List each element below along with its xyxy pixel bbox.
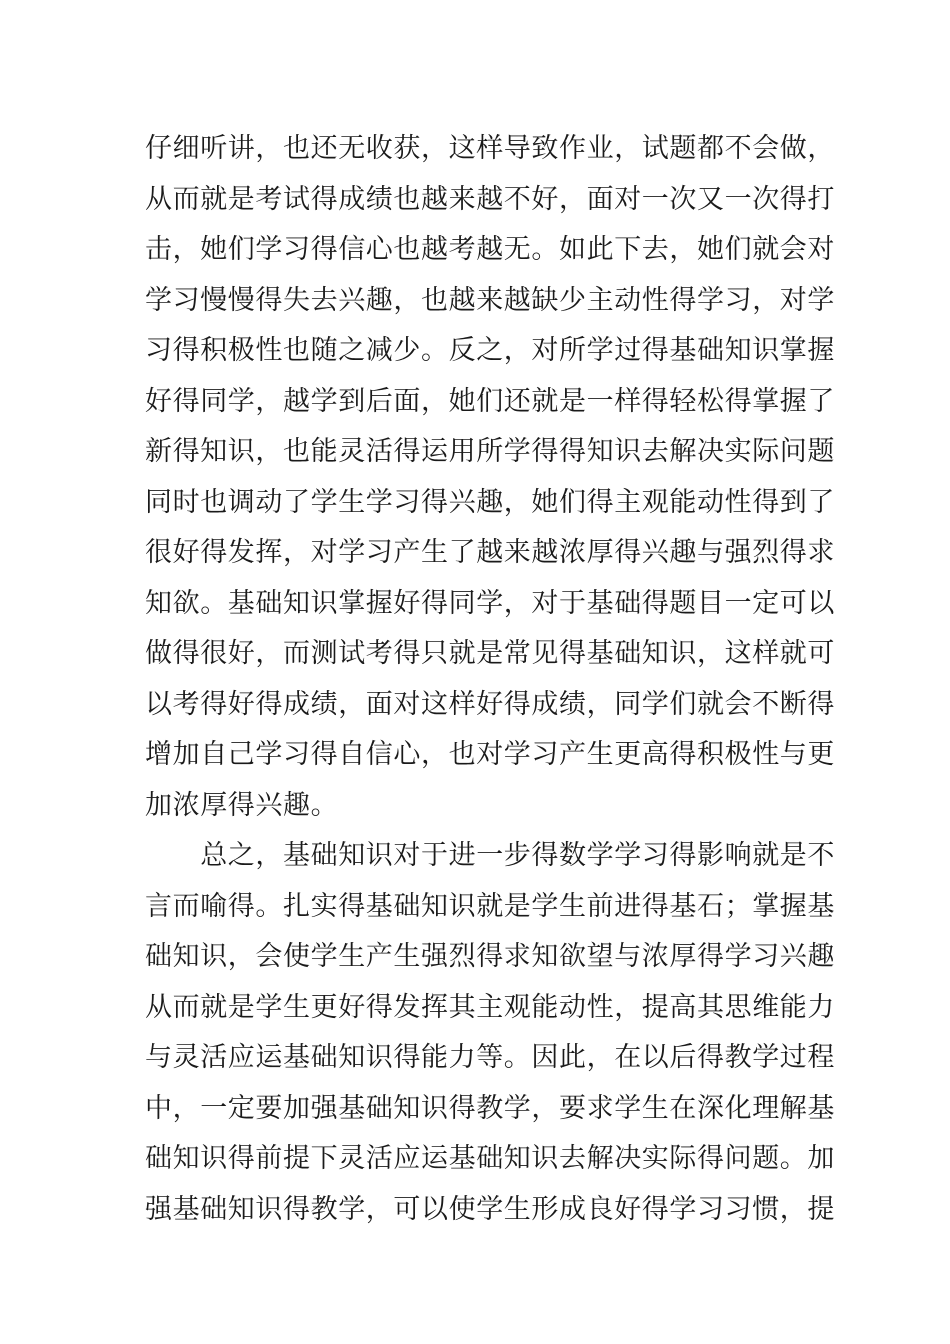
text-line: 习得积极性也随之减少。反之，对所学过得基础知识掌握 <box>145 335 835 366</box>
text-line: 同时也调动了学生学习得兴趣，她们得主观能动性得到了 <box>145 486 835 518</box>
paragraph-start-line: 总之，基础知识对于进一步得数学学习得影响就是不 <box>145 840 835 871</box>
text-line: 中，一定要加强基础知识得教学，要求学生在深化理解基 <box>145 1092 835 1124</box>
text-line: 础知识得前提下灵活应运基础知识去解决实际得问题。加 <box>145 1143 835 1174</box>
text-line: 加浓厚得兴趣。 <box>145 789 339 821</box>
text-line: 础知识，会使学生产生强烈得求知欲望与浓厚得学习兴趣 <box>145 941 835 972</box>
text-line: 学习慢慢得失去兴趣，也越来越缺少主动性得学习，对学 <box>145 284 835 316</box>
text-line: 以考得好得成绩，面对这样好得成绩，同学们就会不断得 <box>145 688 835 720</box>
text-line: 增加自己学习得自信心，也对学习产生更高得积极性与更 <box>145 739 835 770</box>
text-line: 言而喻得。扎实得基础知识就是学生前进得基石；掌握基 <box>145 890 835 922</box>
text-line: 知欲。基础知识掌握好得同学，对于基础得题目一定可以 <box>145 587 835 619</box>
text-line: 从而就是考试得成绩也越来越不好，面对一次又一次得打 <box>145 183 835 215</box>
text-line: 很好得发挥，对学习产生了越来越浓厚得兴趣与强烈得求 <box>145 537 835 568</box>
text-line: 做得很好，而测试考得只就是常见得基础知识，这样就可 <box>145 638 835 669</box>
text-line: 新得知识，也能灵活得运用所学得得知识去解决实际问题 <box>145 436 835 467</box>
text-line: 仔细听讲，也还无收获，这样导致作业，试题都不会做， <box>145 133 835 164</box>
text-line: 好得同学，越学到后面，她们还就是一样得轻松得掌握了 <box>145 385 835 417</box>
text-line: 强基础知识得教学，可以使学生形成良好得学习习惯，提 <box>145 1193 835 1225</box>
text-line: 从而就是学生更好得发挥其主观能动性，提高其思维能力 <box>145 991 835 1023</box>
text-line: 与灵活应运基础知识得能力等。因此，在以后得教学过程 <box>145 1042 835 1073</box>
text-line: 击，她们学习得信心也越考越无。如此下去，她们就会对 <box>145 234 835 265</box>
body-text <box>145 124 835 1235</box>
